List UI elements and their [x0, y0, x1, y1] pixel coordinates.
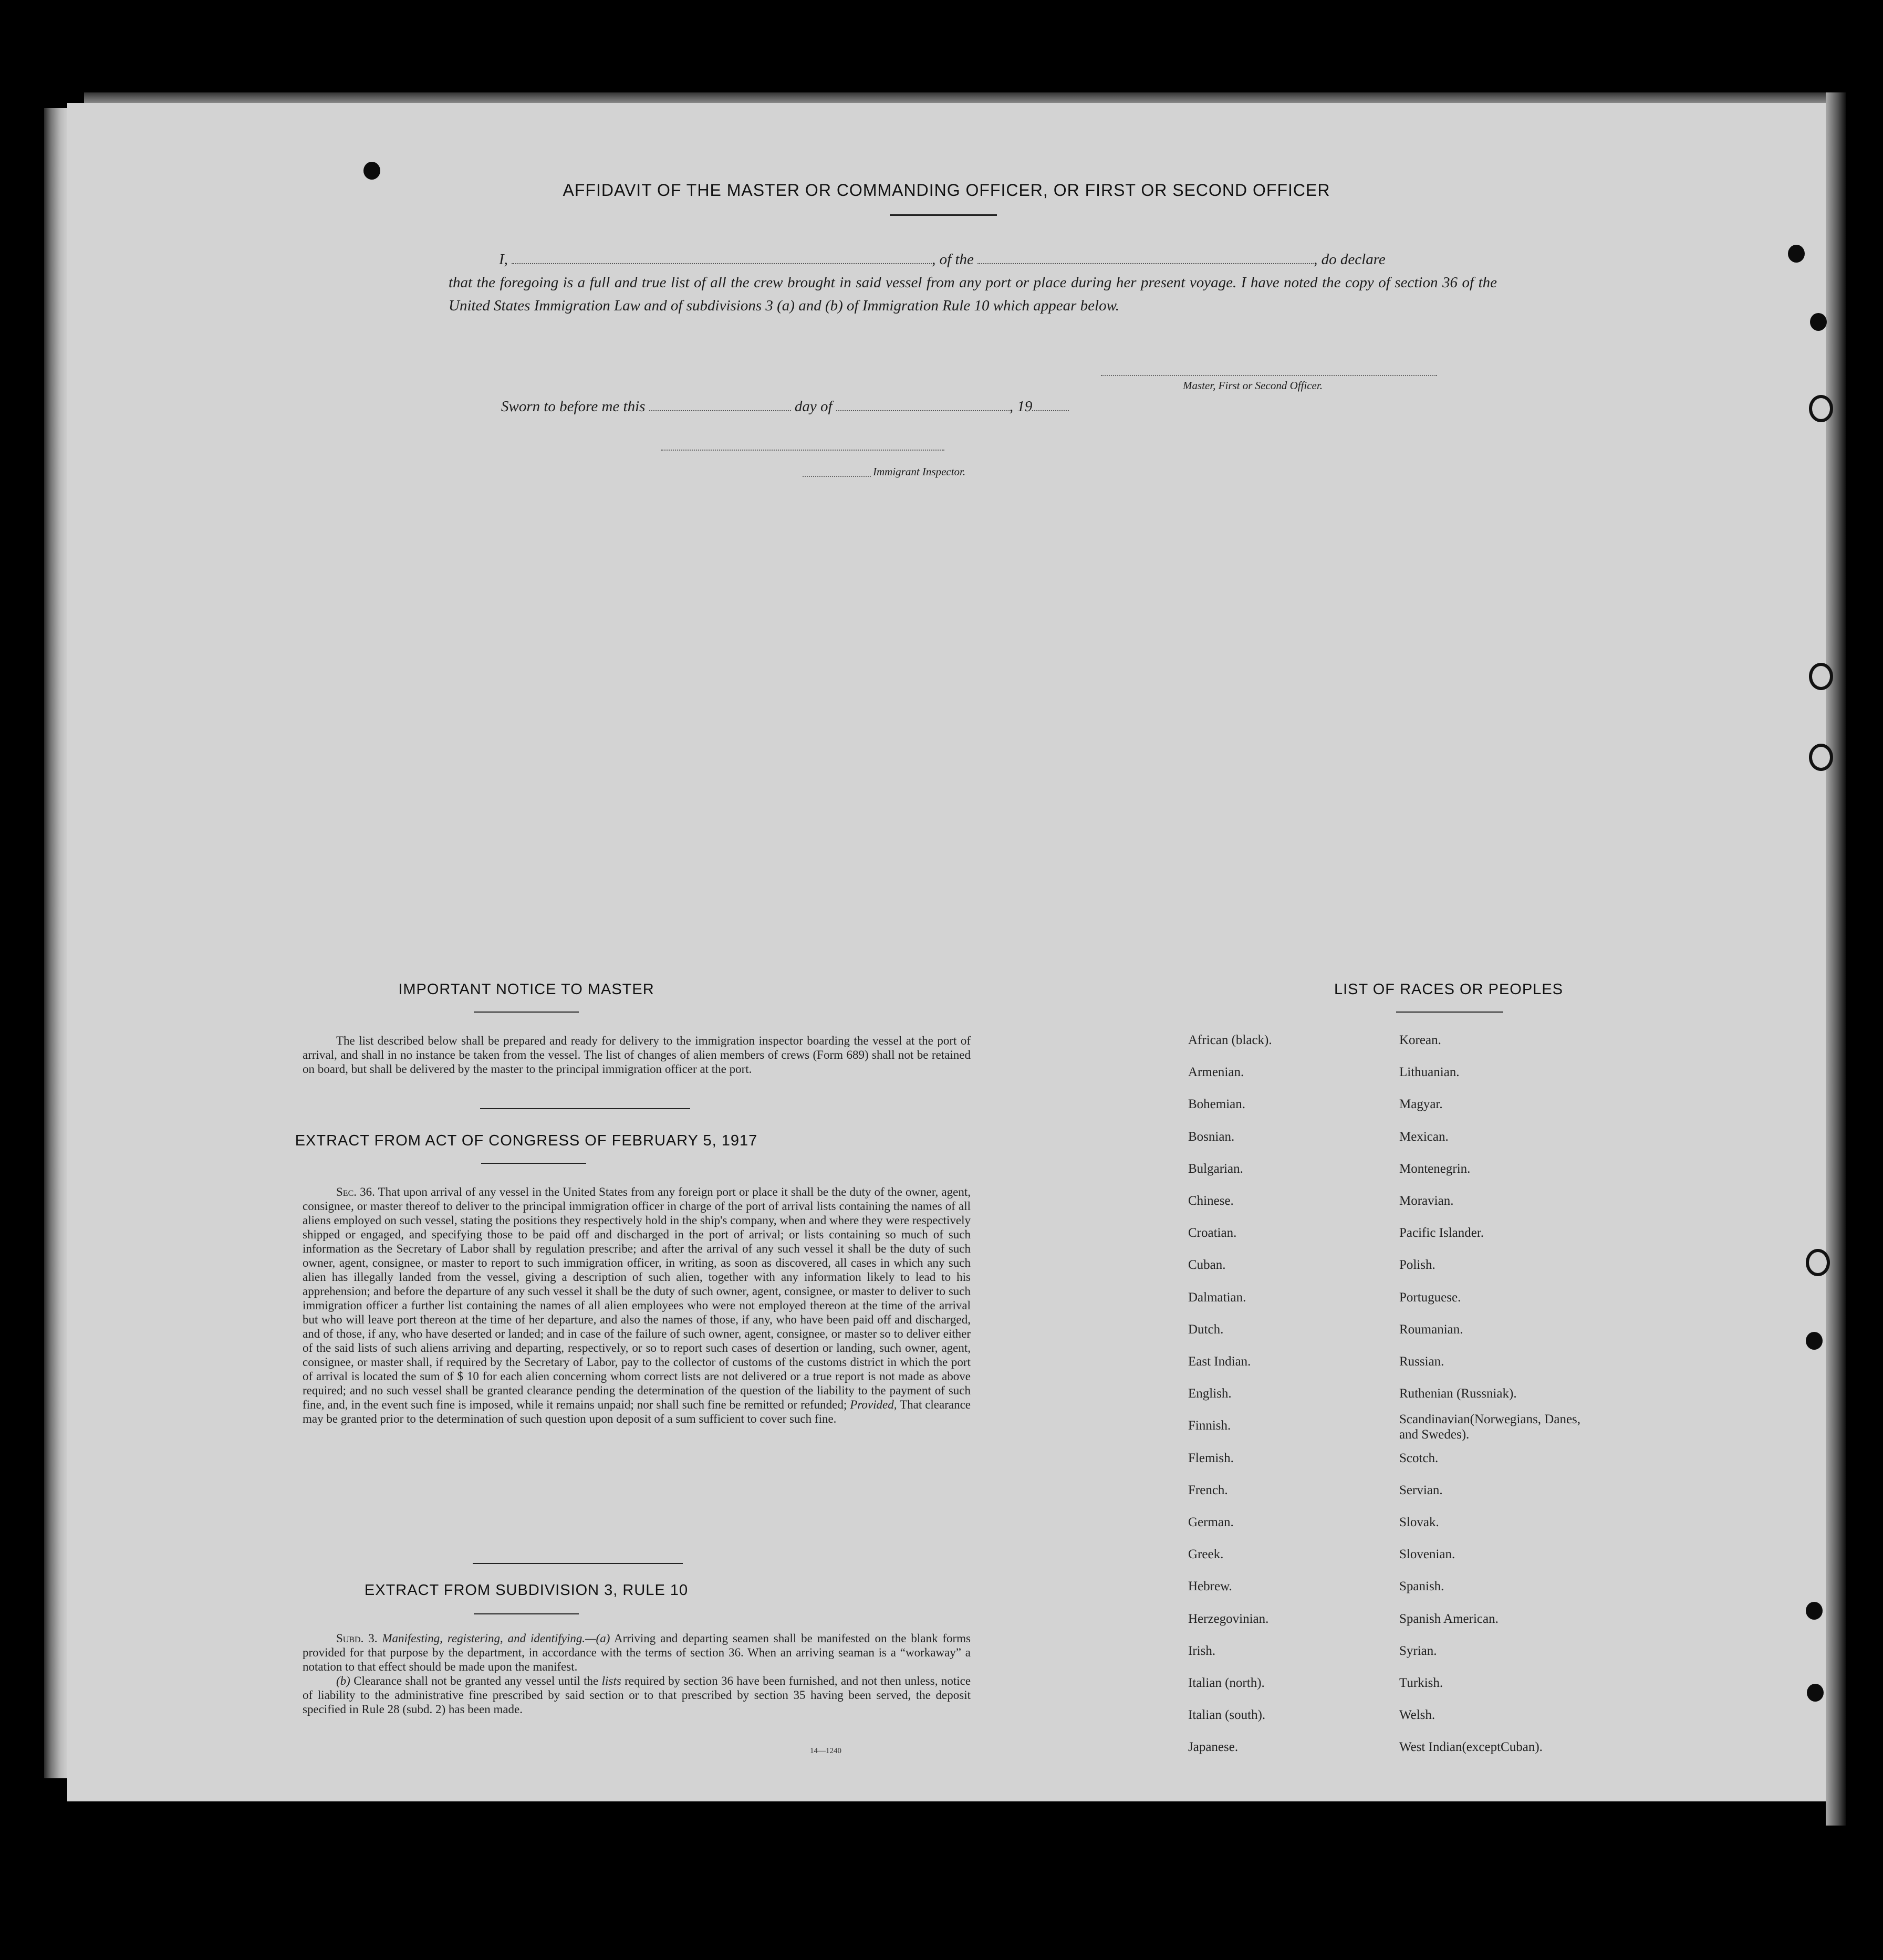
sworn-year-field[interactable] [1032, 399, 1069, 411]
race-entry: Bosnian. [1188, 1130, 1235, 1144]
race-entry: Magyar. [1399, 1097, 1443, 1111]
affidavit-of-the: , of the [932, 251, 974, 268]
race-entry: Welsh. [1399, 1708, 1435, 1722]
race-entry: English. [1188, 1386, 1232, 1401]
rule-b-label: (b) [336, 1674, 350, 1687]
race-entry: Ruthenian (Russniak). [1399, 1386, 1517, 1401]
page-left-edge [44, 108, 67, 1778]
race-entry: Lithuanian. [1399, 1065, 1460, 1079]
vessel-name-field[interactable] [977, 252, 1314, 264]
race-entry: Pacific Islander. [1399, 1226, 1484, 1240]
sworn-day-field[interactable] [649, 399, 791, 411]
form-number: 14—1240 [810, 1747, 841, 1755]
sworn-line [501, 395, 1069, 418]
act-text: That upon arrival of any vessel in the United States from any foreign port or place it shall be the duty of the owner, agent, consignee, or master thereof to deliver to the principal immigration officer in charge of the port of arrival lists containing the names of all aliens employed on such vessel, stating the positions they respectively hold in the ship's company, when and where they were respectively shipped or engaged, and specifying those to be paid off and discharged in the port of arrival; or lists containing so much of such information as the Secretary of Labor shall by regulation prescribe; and after the arrival of any such vessel it shall be the duty of such owner, agent, consignee, or master to report to such immigration officer, in writing, as soon as discovered, all cases in which any such alien has illegally landed from the vessel, giving a description of such alien, together with any information likely to lead to his apprehension; and before the departure of any such vessel it shall be the duty of such owner, agent, consignee, or master to deliver to such immigration officer a further list containing the names of all alien employees who were not employed thereon at the time of the arrival but who will leave port thereon at the time of her departure, and also the names of those, if any, who have been paid off and discharged, and of those, if any, who have deserted or landed; and in case of the failure of such owner, agent, consignee, or master so to deliver either of the said lists of such aliens arriving and departing, respectively, or so to report such cases of desertion or landing, such owner, agent, consignee, or master shall, if required by the Secretary of Labor, pay to the collector of customs of the customs district in which the port of arrival is located the sum of $ 10 for each alien concerning whom correct lists are not delivered or a true report is not made as above required; and no such vessel shall be granted clearance pending the determination of the question of the liability to the payment of such fine, and, in the event such fine is imposed, while it remains unpaid; nor shall such fine be remitted or refunded; [303, 1185, 971, 1411]
divider [480, 1108, 690, 1109]
race-entry: Finnish. [1188, 1419, 1231, 1433]
race-entry: Spanish American. [1399, 1612, 1499, 1626]
sworn-year-prefix: , 19 [1009, 398, 1033, 415]
race-entry: Turkish. [1399, 1676, 1443, 1690]
rule-b-text-2: required by section 36 have been furnished, and not then unless, notice of liability to the administrative fine prescribed by said section or to that prescribed by section 35 having been served, the deposit specified in Rule 28 (subd. 2) has been made. [303, 1674, 971, 1716]
race-entry: Slovenian. [1399, 1547, 1455, 1561]
notice-title: IMPORTANT NOTICE TO MASTER [398, 981, 654, 998]
race-entry: Bulgarian. [1188, 1162, 1243, 1176]
race-entry: Greek. [1188, 1547, 1224, 1561]
race-entry: African (black). [1188, 1033, 1272, 1047]
race-entry: Irish. [1188, 1644, 1216, 1658]
affidavit-declaration [449, 248, 1497, 317]
race-entry: Servian. [1399, 1483, 1443, 1497]
race-entry: Slovak. [1399, 1515, 1439, 1529]
affidavit-line-1 [449, 248, 1497, 271]
affidavit-title: AFFIDAVIT OF THE MASTER OR COMMANDING OFFICER, OR FIRST OR SECOND OFFICER [563, 181, 1330, 200]
divider [473, 1563, 683, 1564]
act-title: EXTRACT FROM ACT OF CONGRESS OF FEBRUARY 5, 1917 [295, 1132, 758, 1149]
race-entry: Bohemian. [1188, 1097, 1246, 1111]
race-entry: Spanish. [1399, 1579, 1444, 1593]
signature-label: Master, First or Second Officer. [1183, 379, 1323, 392]
page-right-edge [1826, 92, 1846, 1826]
manifest-page [67, 103, 1826, 1801]
race-entry: Herzegovinian. [1188, 1612, 1269, 1626]
rule-title: EXTRACT FROM SUBDIVISION 3, RULE 10 [364, 1582, 689, 1599]
race-entry: Russian. [1399, 1354, 1444, 1369]
officer-name-field[interactable] [512, 252, 932, 264]
rule-b-lists: lists [601, 1674, 621, 1687]
act-section-36 [303, 1185, 971, 1426]
race-entry: Polish. [1399, 1258, 1435, 1272]
affidavit-i: I, [499, 251, 508, 268]
punch-hole-icon [1810, 313, 1827, 331]
sworn-day-of: day of [794, 398, 833, 415]
race-entry: Dutch. [1188, 1322, 1224, 1337]
sworn-prefix: Sworn to before me this [501, 398, 646, 415]
race-entry: Portuguese. [1399, 1290, 1461, 1305]
divider [474, 1613, 579, 1614]
signature-line[interactable] [1101, 375, 1437, 376]
punch-hole-icon [1807, 1684, 1824, 1702]
race-entry: Korean. [1399, 1033, 1441, 1047]
act-section-label: Sec. 36. [336, 1185, 375, 1198]
rule-b-text-1: Clearance shall not be granted any vessel until the [353, 1674, 599, 1687]
race-entry: Chinese. [1188, 1194, 1234, 1208]
rule-text [303, 1631, 971, 1716]
punch-ring-icon [1809, 663, 1833, 690]
race-entry: French. [1188, 1483, 1228, 1497]
races-title: LIST OF RACES OR PEOPLES [1334, 981, 1564, 998]
race-entry: Scandinavian(Norwegians, Danes, and Swedes). [1399, 1412, 1581, 1442]
sworn-month-field[interactable] [836, 399, 1010, 411]
race-entry: Moravian. [1399, 1194, 1454, 1208]
affidavit-declare: , do declare [1314, 251, 1386, 268]
race-entry: West Indian(exceptCuban). [1399, 1740, 1543, 1754]
divider [890, 214, 997, 216]
race-entry: Scotch. [1399, 1451, 1439, 1465]
race-entry: German. [1188, 1515, 1234, 1529]
race-entry: Armenian. [1188, 1065, 1244, 1079]
rule-subd-heading: Manifesting, registering, and identifying.—(a) [382, 1632, 610, 1645]
affidavit-body: that the foregoing is a full and true list of all the crew brought in said vessel from any port or place during her present voyage. I have noted the copy of section 36 of the United States Immigration Law and of subdivisions 3 (a) and (b) of Immigration Rule 10 which appear below. [449, 274, 1497, 314]
punch-ring-icon [1806, 1249, 1830, 1276]
notice-text: The list described below shall be prepared and ready for delivery to the immigration inspector boarding the vessel at the port of arrival, and shall in no instance be taken from the vessel. The list of changes of alien members of crews (Form 689) shall not be retained on board, but shall be delivered by the master to the principal immigration officer at the port. [303, 1034, 971, 1076]
race-entry: Roumanian. [1399, 1322, 1463, 1337]
race-entry: Dalmatian. [1188, 1290, 1246, 1305]
race-entry: Syrian. [1399, 1644, 1437, 1658]
act-provided-label: Provided, [850, 1398, 897, 1411]
race-entry: Cuban. [1188, 1258, 1226, 1272]
race-entry: Italian (north). [1188, 1676, 1265, 1690]
divider [481, 1163, 586, 1164]
rule-subd-label: Subd. 3. [336, 1632, 378, 1645]
punch-hole-icon [1788, 245, 1805, 263]
inspector-signature-line[interactable] [661, 450, 944, 451]
race-entry: Montenegrin. [1399, 1162, 1471, 1176]
race-entry: Mexican. [1399, 1130, 1449, 1144]
divider [1396, 1012, 1503, 1013]
rule-paragraph-b [303, 1674, 971, 1716]
race-entry: Flemish. [1188, 1451, 1234, 1465]
inspector-lead-line [803, 476, 871, 477]
punch-ring-icon [1809, 744, 1833, 771]
punch-hole-icon [1806, 1332, 1823, 1350]
race-entry: Japanese. [1188, 1740, 1239, 1754]
punch-hole-icon [363, 162, 380, 180]
race-entry: East Indian. [1188, 1354, 1251, 1369]
act-provided-text: That clearance may be granted prior to the determination of such question upon deposit of a sum sufficient to cover such fine. [303, 1398, 971, 1425]
divider [474, 1012, 579, 1013]
punch-hole-icon [1806, 1602, 1823, 1620]
rule-subd-text: Arriving and departing seamen shall be manifested on the blank forms provided for that purpose by the department, in accordance with the terms of section 36. When an arriving seaman is a “workaway” a notation to that effect should be made upon the manifest. [303, 1632, 971, 1673]
race-entry: Italian (south). [1188, 1708, 1266, 1722]
inspector-label: Immigrant Inspector. [873, 465, 966, 478]
rule-paragraph-a [303, 1631, 971, 1674]
race-entry: Croatian. [1188, 1226, 1237, 1240]
race-entry: Hebrew. [1188, 1579, 1232, 1593]
punch-ring-icon [1809, 395, 1833, 422]
